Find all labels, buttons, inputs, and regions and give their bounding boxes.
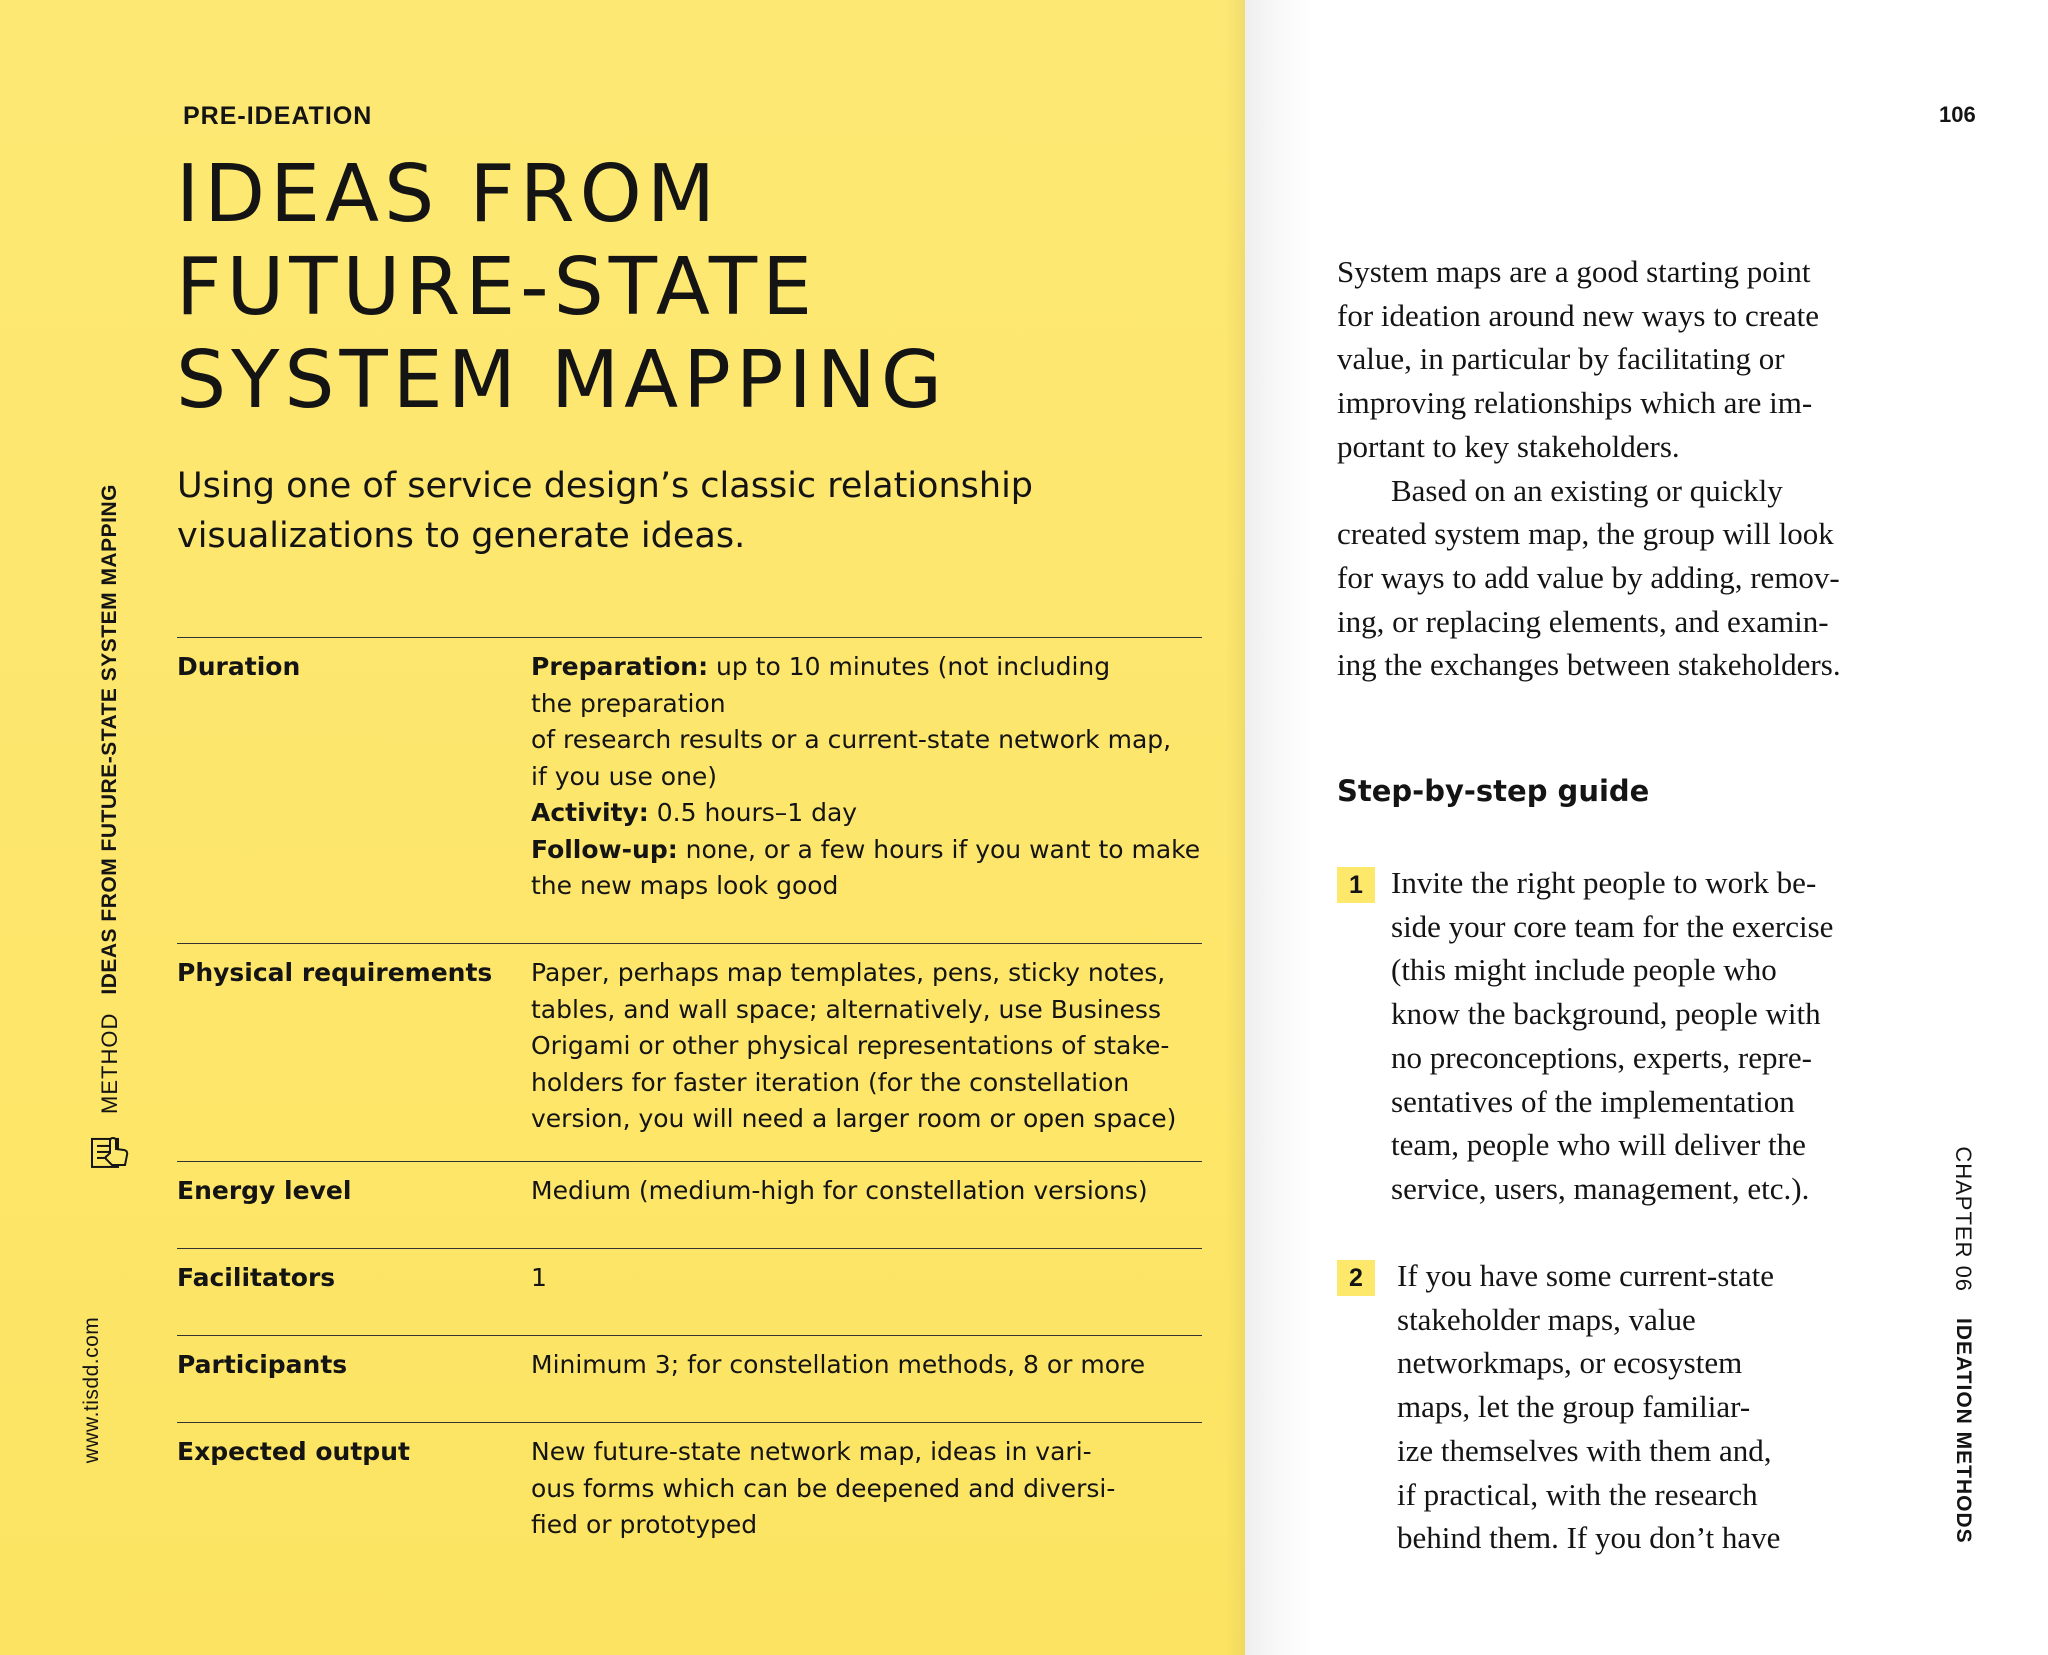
method-pointing-hand-icon bbox=[91, 1132, 129, 1172]
fact-label: Duration bbox=[177, 652, 301, 681]
fact-label: Energy level bbox=[177, 1176, 352, 1205]
fact-label: Participants bbox=[177, 1350, 348, 1379]
fact-value: Paper, perhaps map templates, pens, sticky notes, tables, and wall space; alternatively, use Business Origami or other physical representations of stake- holders for faster iteration (for the constellation version, you will need a larger room or open space) bbox=[531, 958, 1177, 1133]
step-guide-heading: Step-by-step guide bbox=[1337, 774, 1650, 808]
method-running-title: IDEAS FROM FUTURE-STATE SYSTEM MAPPING bbox=[98, 484, 121, 995]
subtitle bbox=[177, 461, 1127, 561]
fact-value: Medium (medium-high for constellation versions) bbox=[531, 1176, 1148, 1205]
fact-label: Physical requirements bbox=[177, 958, 493, 987]
book-gutter bbox=[1225, 0, 1245, 1655]
intro-paragraphs: System maps are a good starting point for ideation around new ways to create value, in particular by facilitating or improving relationships which are im- portant to key stakeholders. Based on an existing or quickly created system map, the group will look for ways to add value by adding, remov- ing, or replacing elements, and examin- ing the exchanges between stakeholders. bbox=[1337, 254, 1841, 683]
chapter-label: CHAPTER 06 bbox=[1951, 1146, 1976, 1293]
section-label: IDEATION METHODS bbox=[1952, 1318, 1975, 1544]
subtitle-line-2: visualizations to generate ideas. bbox=[177, 516, 746, 556]
fact-value: 1 bbox=[531, 1263, 547, 1292]
page-title bbox=[176, 148, 1176, 427]
fact-row-physical-requirements bbox=[177, 943, 1202, 1162]
method-label: METHOD bbox=[97, 1012, 122, 1114]
fact-row-duration bbox=[177, 637, 1202, 944]
fact-value: Preparation: up to 10 minutes (not including the preparation of research results or a current-state network map, if you use one) Activity: 0.5 hours–1 day Follow-up: none, or a few hours if you want to make the new maps look good bbox=[531, 652, 1201, 900]
subtitle-line-1: Using one of service design’s classic relationship bbox=[177, 466, 1034, 506]
title-line-3: SYSTEM MAPPING bbox=[176, 334, 948, 426]
fact-label: Expected output bbox=[177, 1437, 410, 1466]
kicker-label: PRE-IDEATION bbox=[183, 102, 373, 130]
step-number-badge: 2 bbox=[1337, 1260, 1375, 1296]
fact-row-energy-level bbox=[177, 1161, 1202, 1249]
title-line-2: FUTURE-STATE bbox=[176, 241, 818, 333]
step-text: Invite the right people to work be- side your core team for the exercise (this might include people who know the background, people with no preconceptions, experts, repre- sentatives of the implementation team, people who will deliver the service, users, management, etc.). bbox=[1391, 865, 1834, 1206]
fact-label: Facilitators bbox=[177, 1263, 336, 1292]
fact-value: Minimum 3; for constellation methods, 8 or more bbox=[531, 1350, 1146, 1379]
title-line-1: IDEAS FROM bbox=[176, 148, 721, 240]
fact-row-participants bbox=[177, 1335, 1202, 1423]
step-text: If you have some current-state stakeholder maps, value networkmaps, or ecosystem maps, let the group familiar- ize themselves with them and, if practical, with the research behind them. If you don’t have bbox=[1397, 1258, 1781, 1556]
fact-row-expected-output bbox=[177, 1422, 1202, 1563]
fact-row-facilitators bbox=[177, 1248, 1202, 1336]
page-number: 106 bbox=[1939, 102, 1976, 127]
fact-value: New future-state network map, ideas in vari- ous forms which can be deepened and diversi- fied or prototyped bbox=[531, 1437, 1116, 1539]
step-number-badge: 1 bbox=[1337, 867, 1375, 903]
